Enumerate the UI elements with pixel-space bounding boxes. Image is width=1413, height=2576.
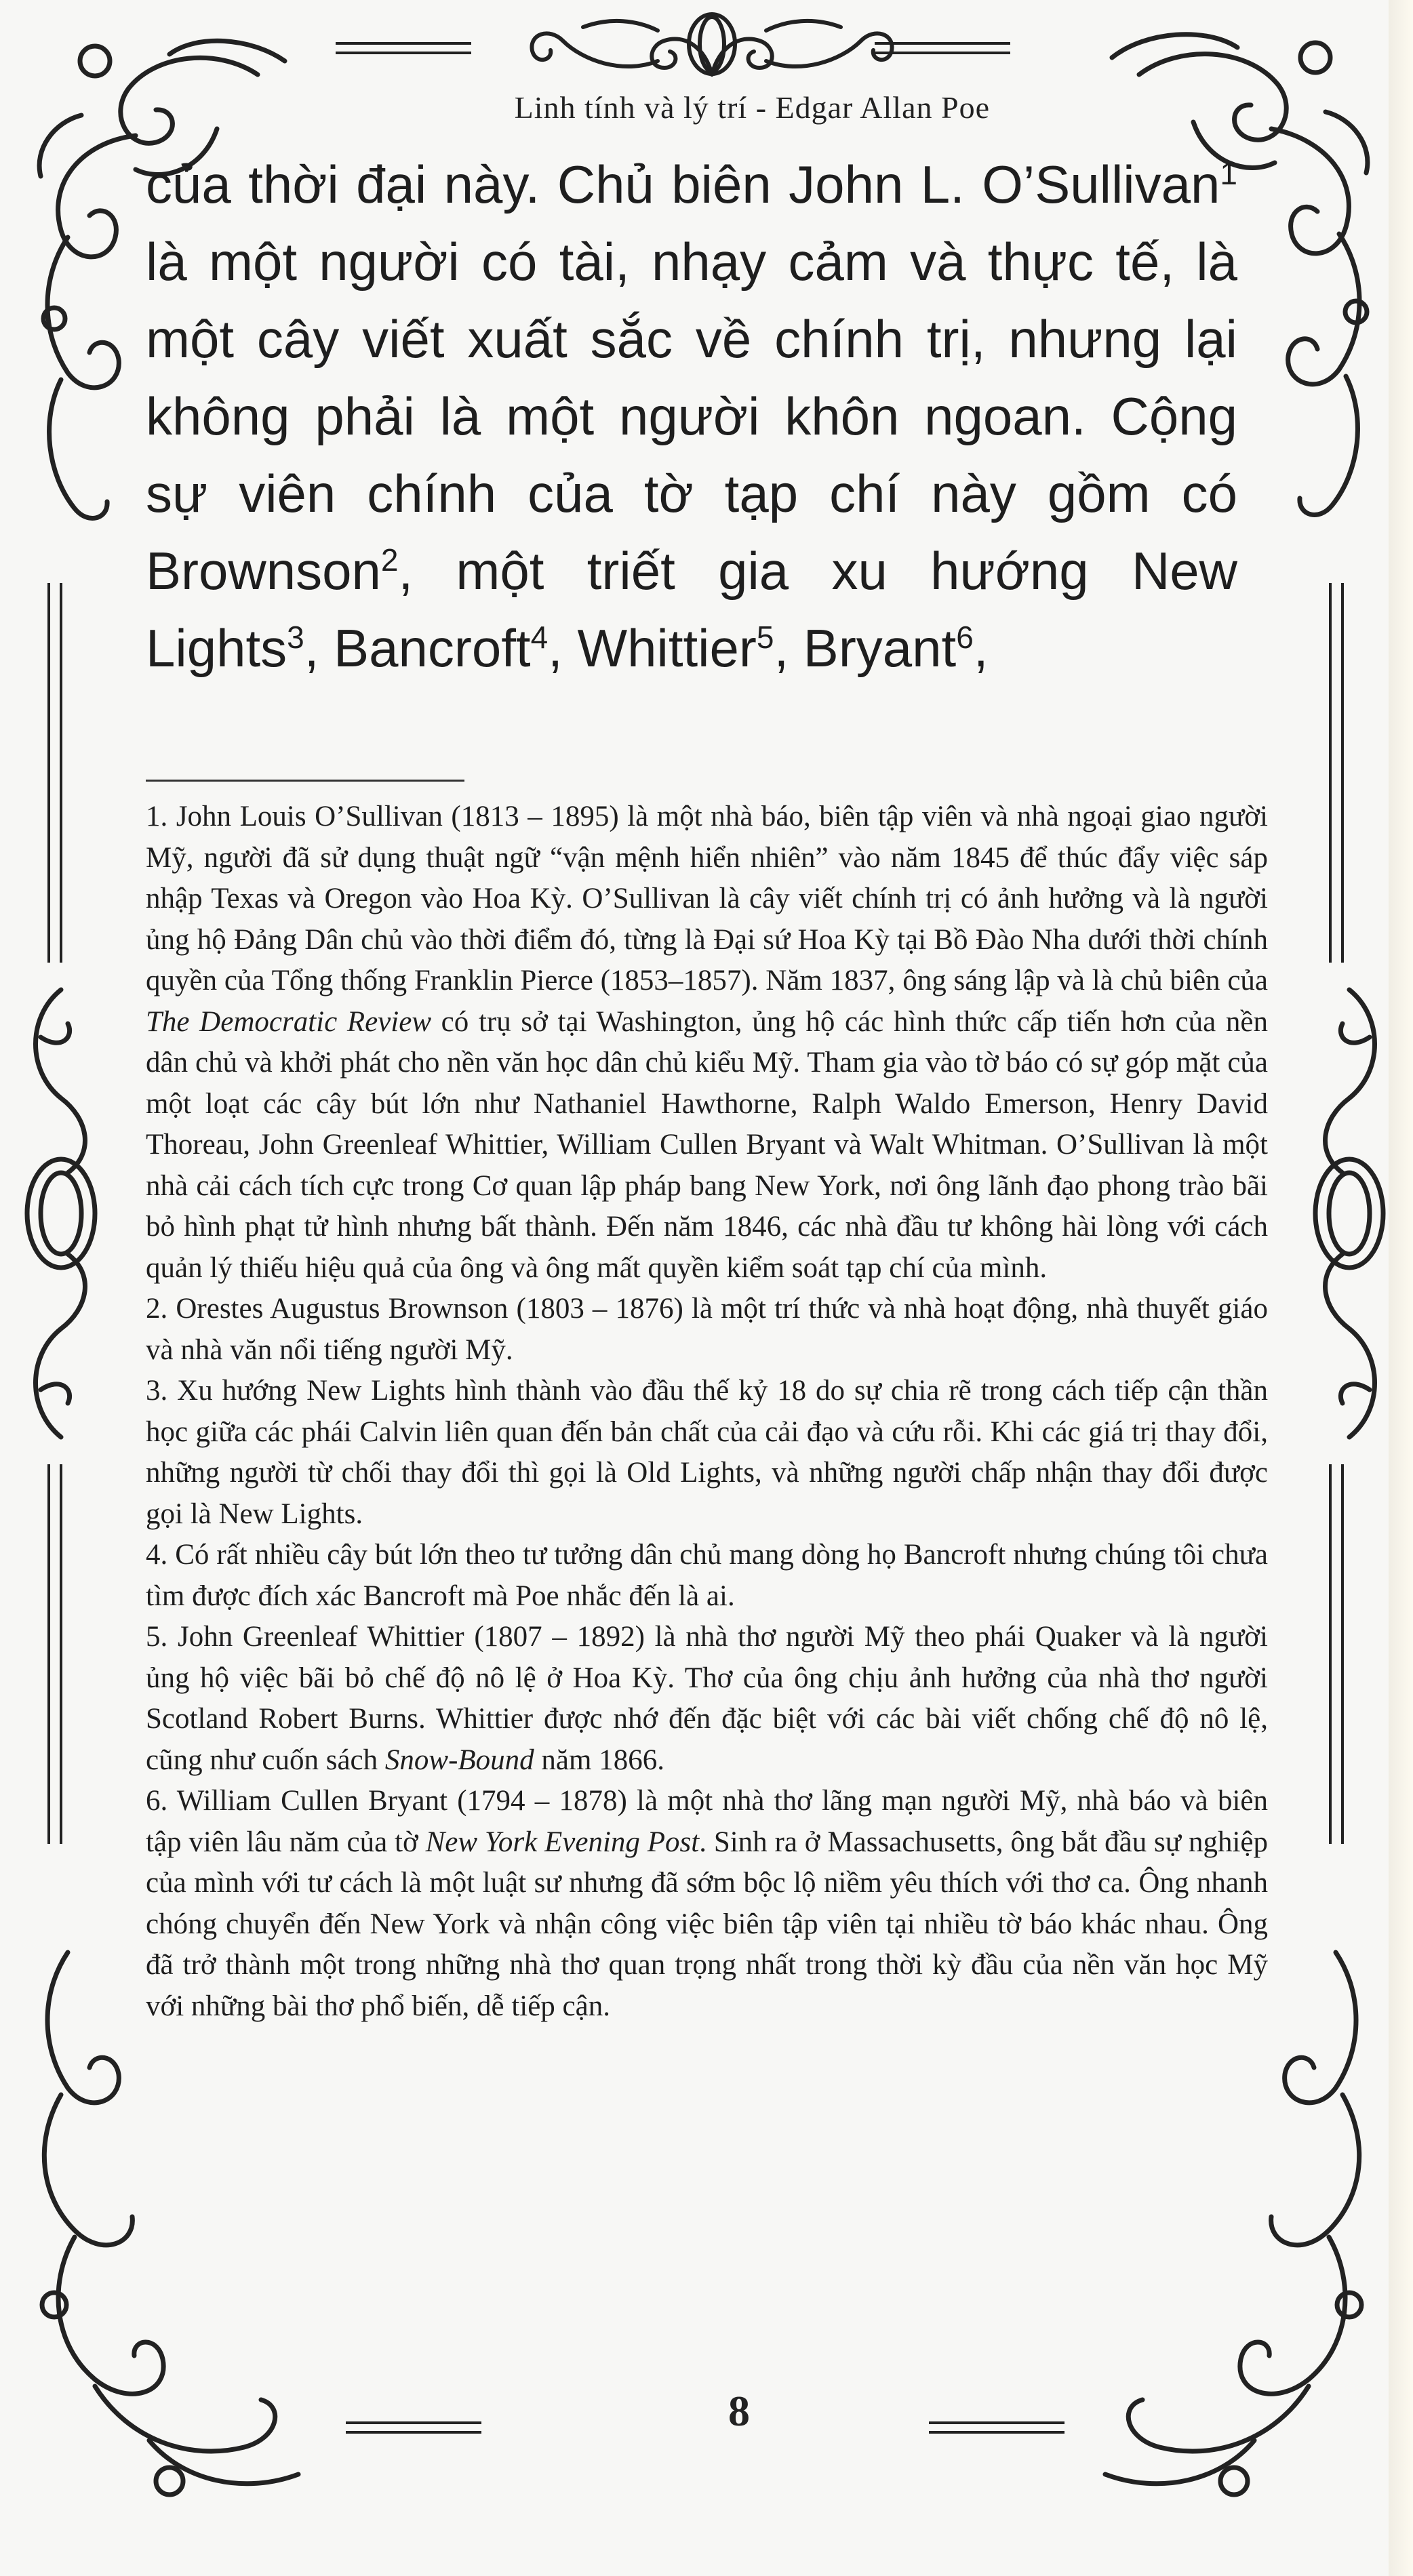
footnote-5 (146, 1617, 1268, 1781)
footnote-ref-1: 1 (1220, 156, 1237, 191)
bottom-rule-left (346, 2421, 481, 2434)
footnote-text: John Greenleaf Whittier (1807 – 1892) là nhà thơ người Mỹ theo phái Quaker và là người ủng hộ việc bãi bỏ chế độ nô lệ ở Hoa Kỳ. Thơ của ông chịu ảnh hưởng của nhà thơ người Scotland Robert Burns. Whittier được nhớ đến đặc biệt với các bài viết chống chế độ nô lệ, cũng như cuốn sách (146, 1621, 1268, 1776)
right-side-line-upper (1329, 583, 1344, 963)
top-rule-left (336, 42, 471, 54)
footnote-3 (146, 1371, 1268, 1535)
footnote-number: 2. (146, 1293, 168, 1325)
right-side-line-lower (1329, 1464, 1344, 1844)
left-side-line-upper (47, 583, 62, 963)
main-text-segment: , (973, 618, 989, 678)
footnote-ref-5: 5 (756, 620, 774, 655)
footnote-number: 3. (146, 1375, 168, 1407)
footnote-separator (146, 780, 464, 782)
main-text-segment: , Bryant (774, 618, 957, 678)
footnote-4 (146, 1535, 1268, 1617)
footnote-ref-2: 2 (380, 542, 399, 578)
footnote-italic-title: Snow-Bound (384, 1744, 534, 1776)
footnote-ref-3: 3 (287, 620, 304, 655)
footnote-text: có trụ sở tại Washington, ủng hộ các hình thức cấp tiến hơn của nền dân chủ và khởi phát cho nền văn học dân chủ kiểu Mỹ. Tham gia vào tờ báo có sự góp mặt của một loạt các cây bút lớn như Nathaniel Hawthorne, Ralph Waldo Emerson, Henry David Thoreau, John Greenleaf Whittier, William Cullen Bryant và Walt Whitman. O’Sullivan là một nhà cải cách tích cực trong Cơ quan lập pháp bang New York, nơi ông lãnh đạo phong trào bãi bỏ hình phạt tử hình nhưng bất thành. Đến năm 1846, các nhà đầu tư không hài lòng với cách quản lý thiếu hiệu quả của ông và ông mất quyền kiểm soát tạp chí của mình. (146, 1005, 1268, 1284)
footnote-text: Xu hướng New Lights hình thành vào đầu thế kỷ 18 do sự chia rẽ trong cách tiếp cận thần học giữa các phái Calvin liên quan đến bản chất của cải đạo và cứu rỗi. Khi các giá trị thay đổi, những người từ chối thay đổi thì gọi là Old Lights, và những người chấp nhận thay đổi được gọi là New Lights. (146, 1375, 1268, 1530)
main-text-segment: , Whittier (548, 618, 757, 678)
footnote-ref-6: 6 (956, 620, 974, 655)
main-text-segment: , một triết gia xu hướng New Lights (146, 541, 1237, 678)
page-number: 8 (728, 2387, 750, 2435)
footnote-text: Orestes Augustus Brownson (1803 – 1876) là một trí thức và nhà hoạt động, nhà thuyết giáo và nhà văn nổi tiếng người Mỹ. (146, 1293, 1268, 1366)
footnote-number: 1. (146, 801, 168, 832)
footnote-italic-title: New York Evening Post (425, 1826, 700, 1858)
footnote-number: 5. (146, 1621, 168, 1653)
footnote-text: năm 1866. (534, 1744, 664, 1776)
footnote-2 (146, 1289, 1268, 1371)
footnote-italic-title: The Democratic Review (146, 1005, 431, 1038)
footnotes-section (146, 797, 1268, 2027)
footnote-text: William Cullen Bryant (1794 – 1878) là một nhà thơ lãng mạn người Mỹ, nhà báo và biên tập viên lâu năm của tờ (146, 1785, 1268, 1858)
bottom-rule-right (929, 2421, 1064, 2434)
footnote-text: Có rất nhiều cây bút lớn theo tư tưởng dân chủ mang dòng họ Bancroft nhưng chúng tôi chưa tìm được đích xác Bancroft mà Poe nhắc đến là ai. (146, 1539, 1268, 1612)
footnote-number: 4. (146, 1539, 168, 1571)
main-text-segment: của thời đại này. Chủ biên John L. O’Sullivan (146, 155, 1220, 214)
left-middle-ornament (14, 976, 108, 1451)
footnote-6 (146, 1781, 1268, 2027)
footnote-number: 6. (146, 1785, 168, 1817)
footnote-1 (146, 797, 1268, 1289)
main-paragraph (146, 146, 1237, 687)
footnote-ref-4: 4 (530, 620, 549, 655)
footnote-text: . Sinh ra ở Massachusetts, ông bắt đầu sự nghiệp của mình với tư cách là một luật sư nhưng đã sớm bộc lộ niềm yêu thích với thơ ca. Ông nhanh chóng chuyển đến New York và nhận công việc biên tập viên tại nhiều tờ báo khác nhau. Ông đã trở thành một trong những nhà thơ quan trọng nhất trong thời kỳ đầu của nền văn học Mỹ với những bài thơ phổ biến, dễ tiếp cận. (146, 1826, 1268, 2022)
right-middle-ornament (1302, 976, 1397, 1451)
running-header: Linh tính và lý trí - Edgar Allan Poe (514, 90, 990, 125)
top-rule-right (875, 42, 1010, 54)
main-text-segment: là một người có tài, nhạy cảm và thực tế, là một cây viết xuất sắc về chính trị, nhưng lại không phải là một người khôn ngoan. Cộng sự viên chính của tờ tạp chí này gồm có Brownson (146, 232, 1237, 601)
top-center-ornament (502, 7, 922, 88)
main-text-segment: , Bancroft (304, 618, 531, 678)
left-side-line-lower (47, 1464, 62, 1844)
footnote-text: John Louis O’Sullivan (1813 – 1895) là một nhà báo, biên tập viên và nhà ngoại giao người Mỹ, người đã sử dụng thuật ngữ “vận mệnh hiển nhiên” vào năm 1845 để thúc đẩy việc sáp nhập Texas và Oregon vào Hoa Kỳ. O’Sullivan là cây viết chính trị có ảnh hưởng và là người ủng hộ Đảng Dân chủ vào thời điểm đó, từng là Đại sứ Hoa Kỳ tại Bồ Đào Nha dưới thời chính quyền của Tổng thống Franklin Pierce (1853–1857). Năm 1837, ông sáng lập và là chủ biên của (146, 801, 1269, 997)
